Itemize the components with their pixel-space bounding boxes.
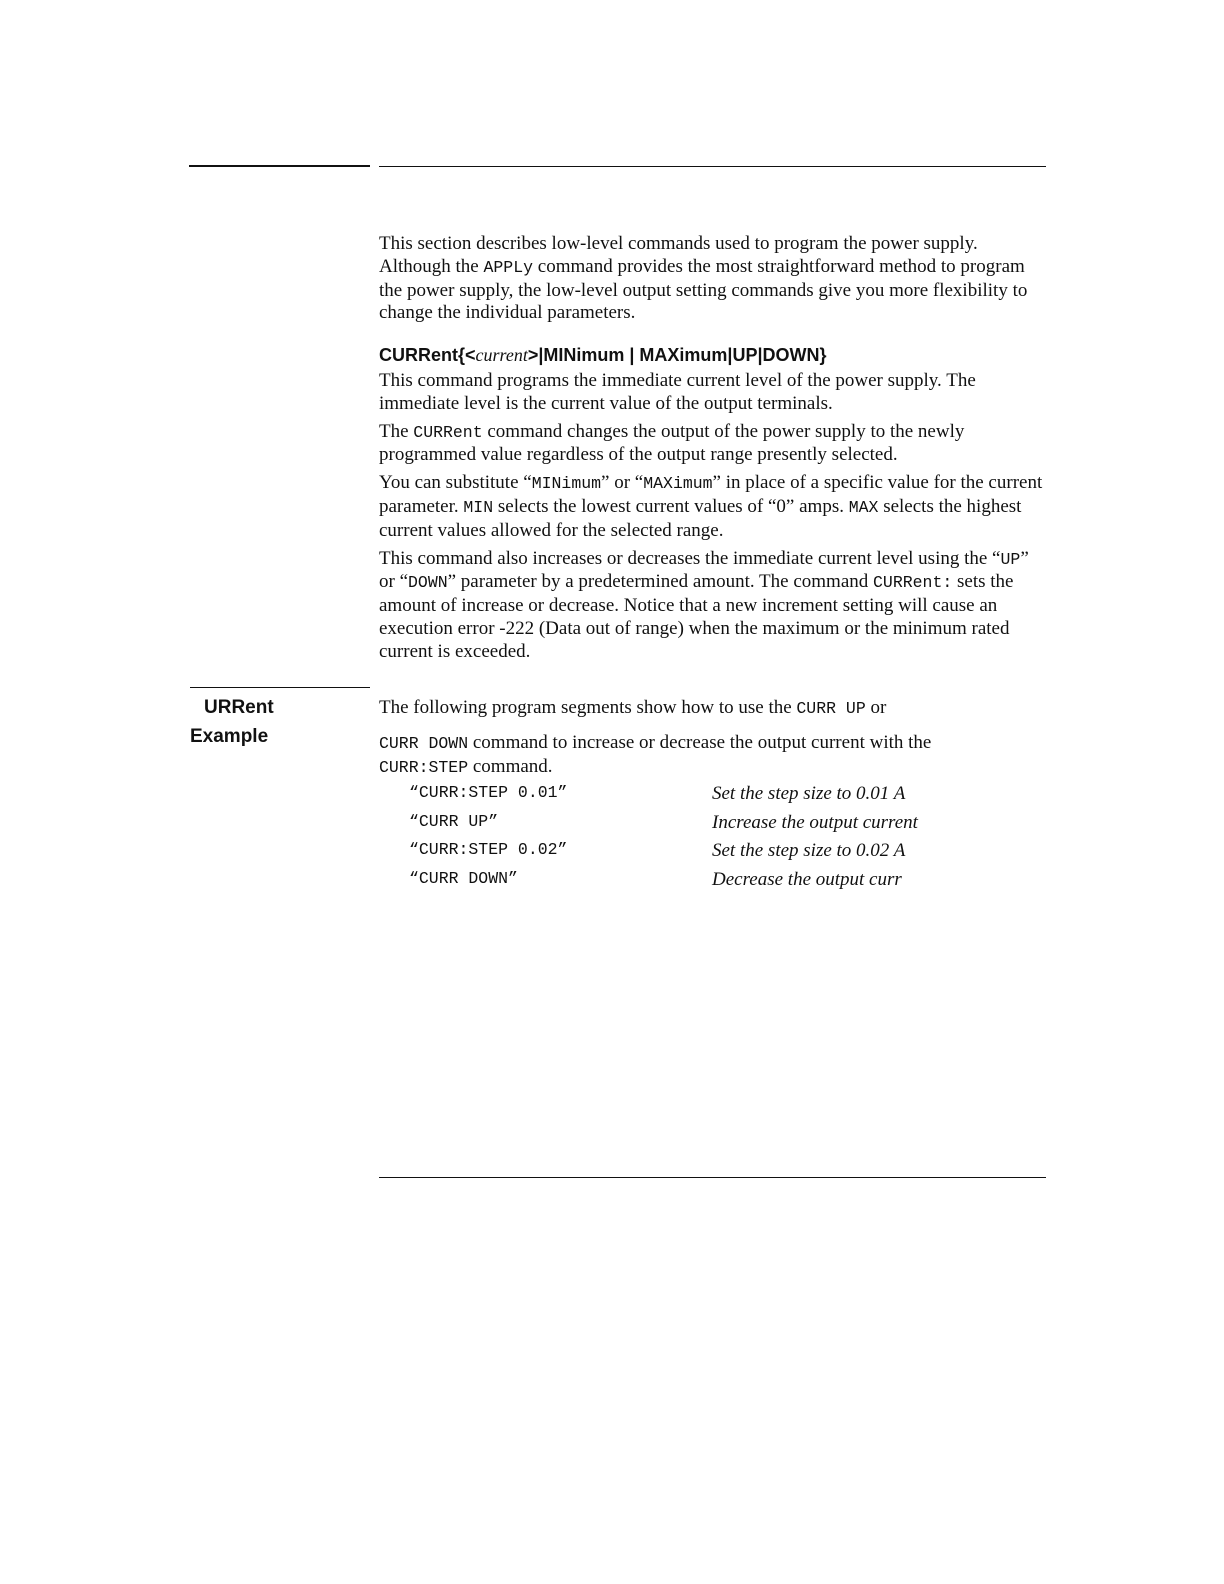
example-intro: The following program segments show how to use the CURR UP or (379, 697, 887, 718)
section-rule-left (190, 687, 370, 688)
example-desc: Decrease the output curr (712, 869, 902, 890)
example-code: “CURR:STEP 0.01” (409, 783, 568, 802)
top-rule-right (379, 166, 1046, 167)
example-desc: Increase the output current (712, 812, 918, 833)
command-description (379, 370, 1046, 664)
example-code: “CURR UP” (409, 812, 499, 831)
example-desc: Set the step size to 0.01 A (712, 783, 906, 804)
code-apply: APPLy (483, 257, 534, 277)
top-rule-left (189, 165, 370, 167)
command-para-4: This command also increases or decreases the immediate current level using the “UP” or “DOWN” parameter by a predetermined amount. The command CURRent: sets the amount of increase or decrease. Notice that a new increment setting will cause an execution error -222 (Data out of range) when the maximum or the minimum rated current is exceeded. (379, 547, 1029, 662)
side-label-example: Example (190, 726, 269, 747)
example-code: “CURR:STEP 0.02” (409, 840, 568, 859)
command-para-3: You can substitute “MINimum” or “MAXimum” in place of a specific value for the current parameter. MIN selects the lowest current values of “0” amps. MAX selects the highest current values allowed for the selected range. (379, 472, 1043, 541)
side-label-command: URRent (204, 697, 274, 718)
example-code: “CURR DOWN” (409, 869, 518, 888)
command-para-2: The CURRent command changes the output of the power supply to the newly programmed value regardless of the output range presently selected. (379, 420, 965, 466)
example-desc: Set the step size to 0.02 A (712, 840, 906, 861)
example-intro-cont: CURR DOWN command to increase or decrease the output current with the CURR:STEP command. (379, 732, 932, 777)
command-para-1: This command programs the immediate current level of the power supply. The immediate level is the current value of the output terminals. (379, 370, 976, 414)
command-heading: CURRent{<current>|MINimum | MAXimum|UP|DOWN} (379, 345, 827, 365)
intro-paragraph: This section describes low-level commands used to program the power supply. Although the APPLy command provides the most straightforward method to program the power supply, the low-level output setting commands give you more flexibility to change the individual parameters. (379, 233, 1028, 324)
command-heading-param: current (475, 345, 528, 365)
bottom-rule (379, 1177, 1046, 1178)
